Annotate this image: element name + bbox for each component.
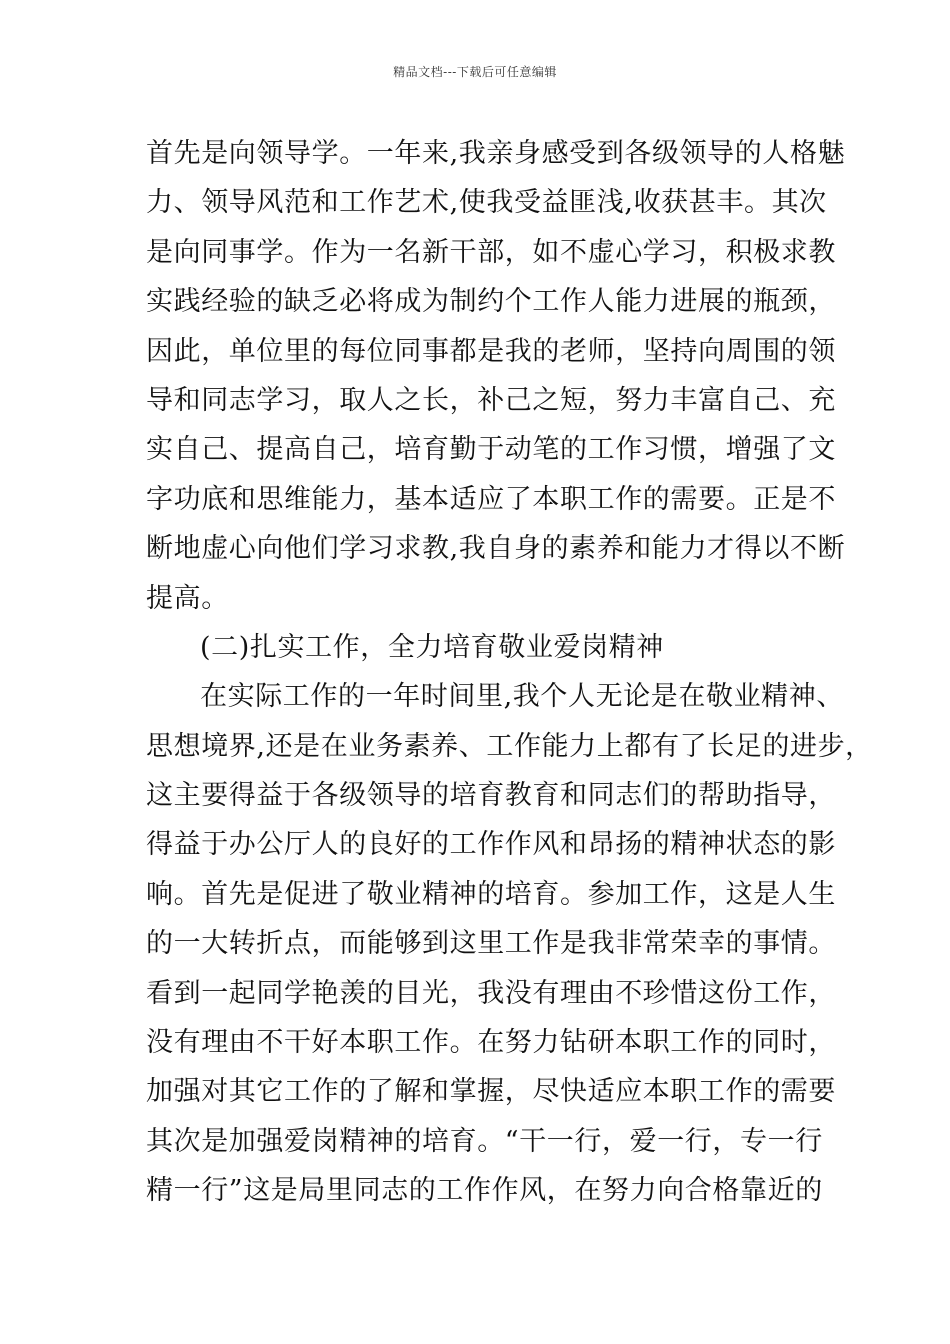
text-line: 精一行”这是局里同志的工作作风，在努力向合格靠近的 xyxy=(146,1175,823,1207)
text-line: 在实际工作的一年时间里,我个人无论是在敬业精神、 xyxy=(200,681,844,713)
text-line: 首先是向领导学。一年来,我亲身感受到各级领导的人格魅 xyxy=(146,138,846,169)
text-line: 断地虚心向他们学习求教,我自身的素养和能力才得以不断 xyxy=(146,533,846,565)
text-line: 因此，单位里的每位同事都是我的老师，坚持向周围的领 xyxy=(146,335,836,367)
text-line: 其次是加强爱岗精神的培育。“干一行，爱一行，专一行 xyxy=(146,1125,823,1157)
text-line: 是向同事学。作为一名新干部，如不虚心学习，积极求教 xyxy=(146,236,836,268)
text-line: 得益于办公厅人的良好的工作作风和昂扬的精神状态的影 xyxy=(146,829,836,861)
text-line: 实自己、提高自己，培育勤于动笔的工作习惯，增强了文 xyxy=(146,434,836,466)
text-line: 导和同志学习，取人之长，补己之短，努力丰富自己、充 xyxy=(146,384,836,416)
text-line: 实践经验的缺乏必将成为制约个工作人能力进展的瓶颈， xyxy=(146,286,836,318)
text-line: 字功底和思维能力，基本适应了本职工作的需要。正是不 xyxy=(146,483,836,515)
text-line: 看到一起同学艳羡的目光，我没有理由不珍惜这份工作， xyxy=(146,977,836,1009)
text-line: 的一大转折点，而能够到这里工作是我非常荣幸的事情。 xyxy=(146,928,836,960)
text-line: 思想境界,还是在业务素养、工作能力上都有了长足的进步， xyxy=(146,730,873,762)
text-line: 提高。 xyxy=(146,582,229,614)
text-line: 没有理由不干好本职工作。在努力钻研本职工作的同时， xyxy=(146,1027,836,1059)
body-text xyxy=(146,129,873,1216)
text-line: 响。首先是促进了敬业精神的培育。参加工作，这是人生 xyxy=(146,878,836,910)
text-line: 加强对其它工作的了解和掌握，尽快适应本职工作的需要 xyxy=(146,1076,836,1108)
text-line: 这主要得益于各级领导的培育教育和同志们的帮助指导， xyxy=(146,780,836,812)
section-heading: (二)扎实工作，全力培育敬业爱岗精神 xyxy=(200,631,664,663)
text-line: 力、领导风范和工作艺术,使我受益匪浅,收获甚丰。其次 xyxy=(146,187,827,219)
page-header: 精品文档---下载后可任意编辑 xyxy=(393,65,557,79)
